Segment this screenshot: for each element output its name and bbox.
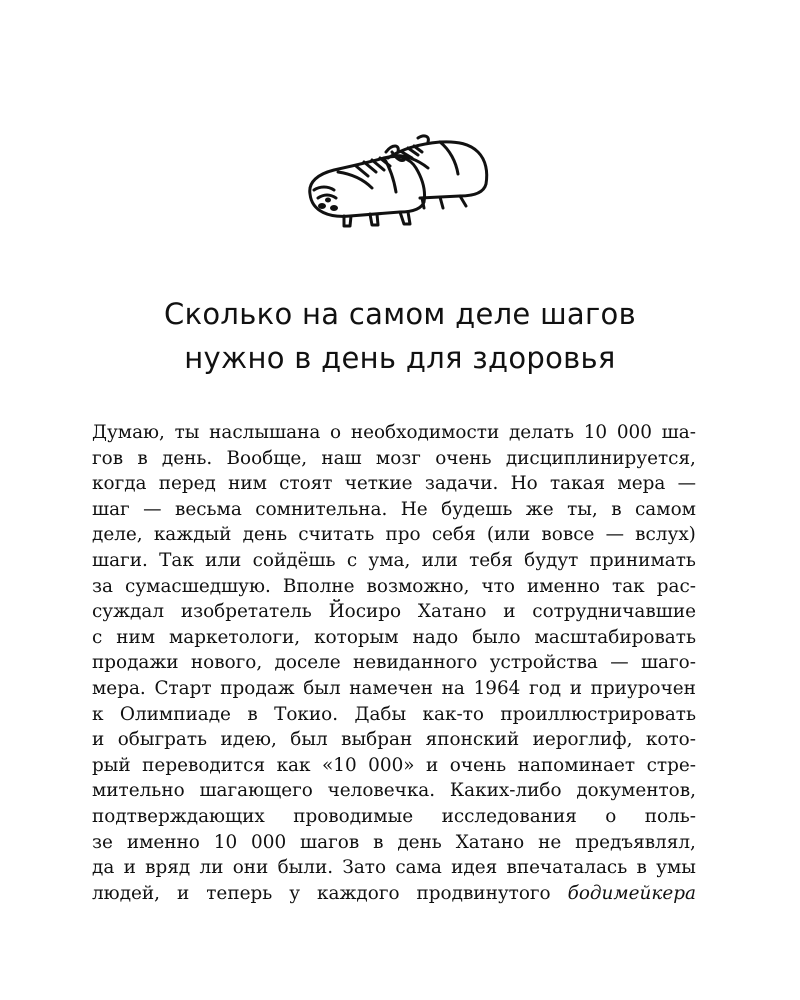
body-line: шаги. Так или сойдёшь с ума, или тебя будут принимать (92, 549, 696, 571)
body-line: мера. Старт продаж был намечен на 1964 год и приурочен (92, 677, 696, 699)
body-line: и обыграть идею, был выбран японский иероглиф, кото- (92, 729, 696, 751)
body-line: шаг — весьма сомнительна. Не будешь же ты, в самом (92, 498, 696, 520)
body-line: да и вряд ли они были. Зато сама идея впечаталась в умы (92, 857, 696, 879)
body-line: к Олимпиаде в Токио. Дабы как-то проиллюстрировать (92, 703, 696, 725)
body-line: когда перед ним стоят четкие задачи. Но такая мера — (92, 473, 696, 495)
body-line: гов в день. Вообще, наш мозг очень дисциплинируется, (92, 447, 696, 469)
body-line-last (92, 881, 696, 907)
body-line: суждал изобретатель Йосиро Хатано и сотрудничавшие (92, 601, 696, 623)
body-line-last-plain: людей, и теперь у каждого продвинутого (92, 882, 551, 904)
body-paragraph (92, 420, 696, 906)
body-line: за сумасшедшую. Вполне возможно, что именно так рас- (92, 575, 696, 597)
body-line: рый переводится как «10 000» и очень напоминает стре- (92, 754, 696, 776)
sneakers-icon (300, 128, 500, 228)
body-line: зе именно 10 000 шагов в день Хатано не предъявлял, (92, 831, 696, 853)
body-line-last-italic: бодимейкера (567, 882, 696, 904)
body-line: продажи нового, доселе невиданного устройства — шаго- (92, 652, 696, 674)
body-line: деле, каждый день считать про себя (или вовсе — вслух) (92, 524, 696, 546)
chapter-title (60, 292, 740, 380)
chapter-title-line-2: нужно в день для здоровья (184, 341, 616, 375)
body-line: мительно шагающего человечка. Каких-либо документов, (92, 780, 696, 802)
body-line: с ним маркетологи, которым надо было масштабировать (92, 626, 696, 648)
body-line: подтверждающих проводимые исследования о поль- (92, 805, 696, 827)
chapter-title-line-1: Сколько на самом деле шагов (164, 297, 636, 331)
body-line: Думаю, ты наслышана о необходимости делать 10 000 ша- (92, 422, 696, 443)
